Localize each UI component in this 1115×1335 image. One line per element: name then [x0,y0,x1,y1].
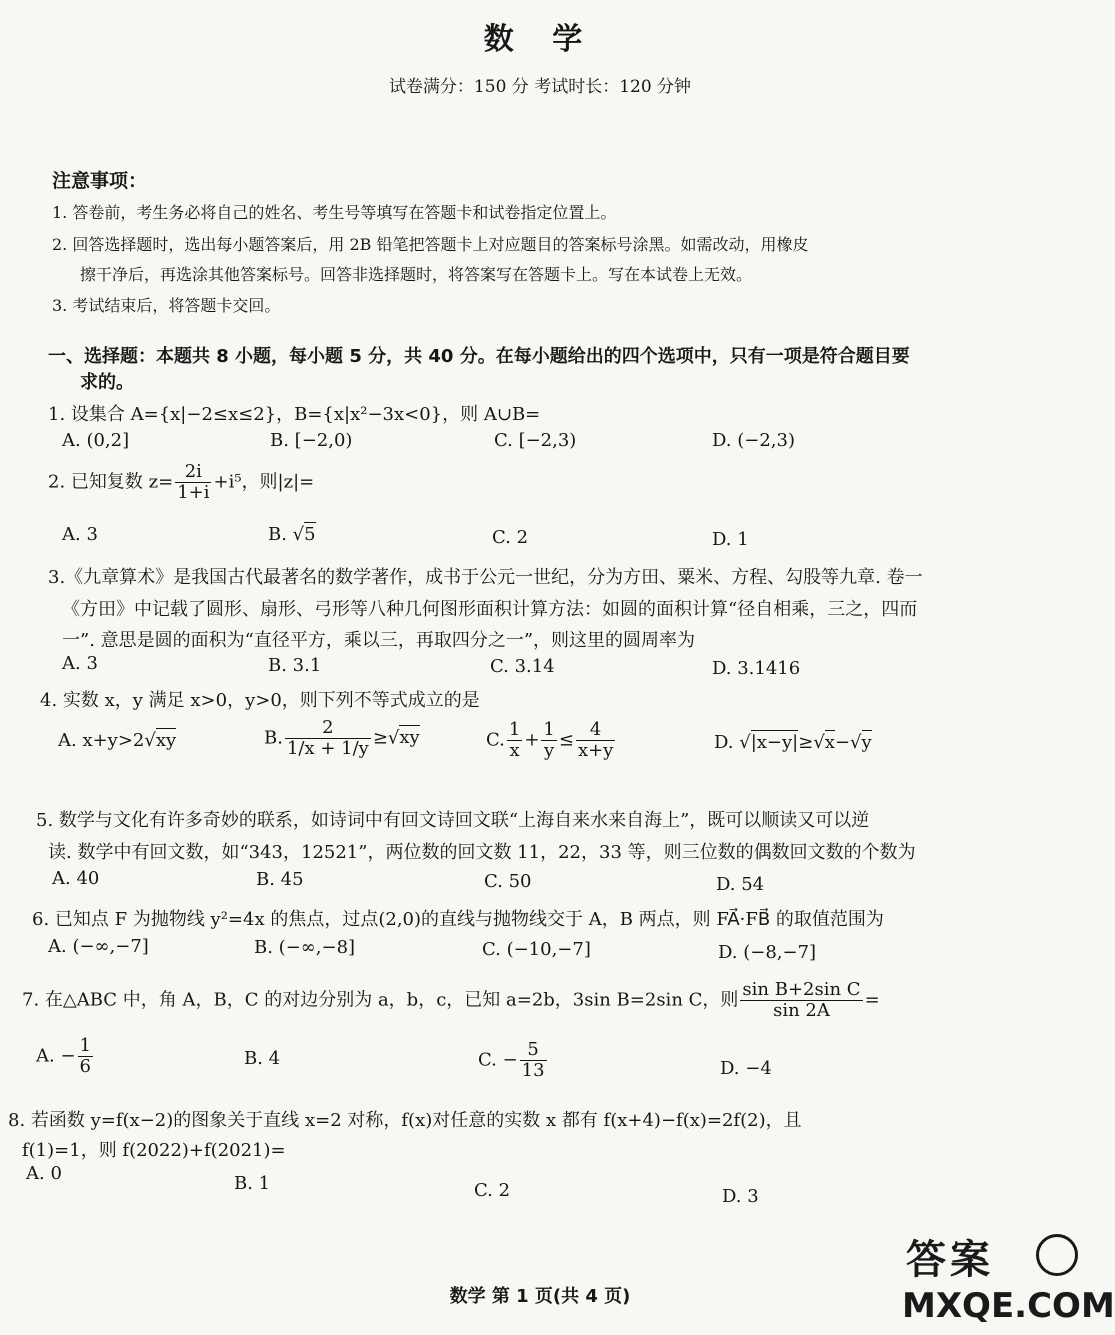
q7-frac-den: sin 2A [773,999,830,1021]
q6-option-b: B. (−∞,−8] [254,937,356,958]
q4-c-le: ≤ [558,729,574,751]
q6-option-c: C. (−10,−7] [482,939,591,960]
q7-stem-post: = [864,989,880,1011]
question-8-line-2: f(1)=1，则 f(2022)+f(2021)= [22,1140,286,1161]
q7-a-den: 6 [79,1055,91,1077]
q4-d-pre: D. √ [714,732,751,753]
q4-b-num: 2 [285,718,371,739]
q4-a-pre: A. x+y>2√ [58,730,156,751]
section-heading-cont: 求的。 [80,372,134,393]
q2-option-d: D. 1 [712,529,749,550]
notice-item-2-cont: 擦干净后，再选涂其他答案标号。回答非选择题时，将答案写在答题卡上。写在本试卷上无效。 [80,265,753,284]
page-title: 数 学 [483,22,597,57]
q3-option-c: C. 3.14 [490,656,555,677]
q2-option-b [268,524,316,545]
q5-option-a: A. 40 [52,868,100,889]
section-heading: 一、选择题：本题共 8 小题，每小题 5 分，共 40 分。在每小题给出的四个选项中，只有一项是符合题目要 [48,346,910,367]
q1-option-d: D. (−2,3) [712,430,795,451]
q4-option-b [264,718,420,759]
q7-frac-num: sin B+2sin C [742,979,861,1000]
q4-c-frac-3 [576,720,615,761]
question-7 [22,980,880,1021]
q8-option-d: D. 3 [722,1186,759,1207]
q4-c-den-3: x+y [577,739,614,761]
q3-option-b: B. 3.1 [268,655,322,676]
question-3-line-1: 3.《九章算术》是我国古代最著名的数学著作，成书于公元一世纪，分为方田、粟米、方程、勾股等九章. 卷一 [48,567,923,588]
question-1: 1. 设集合 A={x|−2≤x≤2}，B={x|x²−3x<0}，则 A∪B= [48,404,541,425]
q4-option-c [486,720,617,761]
q4-b-radicand: xy [399,727,420,749]
q2-b-radicand: 5 [304,524,316,545]
q4-b-fraction [285,718,371,759]
q2-frac-num: 2i [175,462,211,483]
notice-item-3: 3. 考试结束后，将答题卡交回。 [52,296,281,315]
q7-option-c [478,1040,549,1081]
watermark-top-text: 答案 [906,1237,994,1283]
q2-stem-post: +i⁵，则|z|= [213,471,315,493]
q4-b-den: 1/x + 1/y [286,737,369,759]
q5-option-b: B. 45 [256,869,304,890]
q5-option-d: D. 54 [716,874,765,895]
q4-c-pre: C. [486,729,505,751]
q4-a-radicand: xy [155,730,177,751]
q3-option-d: D. 3.1416 [712,658,801,679]
q4-option-d [714,732,872,753]
q7-option-b: B. 4 [244,1048,281,1069]
q4-b-post: ≥√ [372,727,400,749]
q1-option-b: B. [−2,0) [270,430,353,451]
q4-d-minus: −√ [834,732,862,753]
q7-c-num: 5 [520,1040,547,1061]
q7-a-num: 1 [79,1035,91,1056]
q4-b-pre: B. [264,727,283,749]
q4-c-frac-1 [507,720,522,761]
q4-c-num-2: 1 [543,719,555,740]
notice-item-2: 2. 回答选择题时，选出每小题答案后，用 2B 铅笔把答题卡上对应题目的答案标号涂黑。如需改动，用橡皮 [52,235,809,254]
q4-d-radicand: |x−y| [750,732,799,753]
q2-b-pre: B. √ [268,524,305,545]
q4-c-num-3: 4 [576,720,615,741]
question-3-line-3: 一”. 意思是圆的面积为“直径平方，乘以三，再取四分之一”，则这里的圆周率为 [62,630,696,651]
q4-d-radicand-2: x [824,732,835,753]
q2-option-c: C. 2 [492,527,529,548]
notice-item-1: 1. 答卷前，考生务必将自己的姓名、考生号等填写在答题卡和试卷指定位置上。 [52,203,617,222]
watermark-circle-icon [1036,1234,1078,1276]
q4-c-den-2: y [544,739,555,761]
watermark-logo [900,1226,1115,1330]
question-2 [48,462,314,503]
question-6: 6. 已知点 F 为抛物线 y²=4x 的焦点，过点(2,0)的直线与抛物线交于 A，B 两点，则 FA⃗·FB⃗ 的取值范围为 [32,909,884,930]
q8-option-a: A. 0 [26,1163,62,1184]
page-footer: 数学 第 1 页(共 4 页) [449,1286,631,1307]
q1-option-c: C. [−2,3) [494,430,577,451]
q3-option-a: A. 3 [62,653,98,674]
q7-stem-pre: 7. 在△ABC 中，角 A，B，C 的对边分别为 a，b，c，已知 a=2b，3sin B=2sin C，则 [22,989,739,1011]
q7-a-pre: A. − [36,1045,76,1067]
q1-option-a: A. (0,2] [62,430,130,451]
q2-fraction [175,462,211,503]
q7-a-fraction [78,1036,93,1077]
q6-option-d: D. (−8,−7] [718,942,817,963]
q4-d-mid: ≥√ [798,732,825,753]
q7-option-d: D. −4 [720,1058,772,1079]
q5-option-c: C. 50 [484,871,532,892]
q4-c-den-1: x [509,739,520,761]
question-4: 4. 实数 x，y 满足 x>0，y>0，则下列不等式成立的是 [40,690,480,711]
q7-c-den: 13 [521,1059,545,1081]
q2-stem-pre: 2. 已知复数 z= [48,471,174,493]
q4-c-plus: + [524,729,540,751]
q8-option-b: B. 1 [234,1173,271,1194]
q7-c-pre: C. − [478,1049,518,1071]
question-8-line-1: 8. 若函数 y=f(x−2)的图象关于直线 x=2 对称，f(x)对任意的实数 x 都有 f(x+4)−f(x)=2f(2)，且 [8,1110,802,1131]
q7-fraction [740,980,862,1021]
q4-option-a [58,730,176,751]
question-5-line-2: 读. 数学中有回文数，如“343，12521”，两位数的回文数 11，22，33 等，则三位数的偶数回文数的个数为 [48,842,916,863]
q2-option-a: A. 3 [62,524,98,545]
q7-option-a [36,1036,95,1077]
question-5-line-1: 5. 数学与文化有许多奇妙的联系，如诗词中有回文诗回文联“上海自来水来自海上”，既可以顺读又可以逆 [36,810,870,831]
q4-c-num-1: 1 [508,719,521,740]
q6-option-a: A. (−∞,−7] [48,936,149,957]
exam-meta: 试卷满分：150 分 考试时长：120 分钟 [388,77,692,97]
q7-c-fraction [520,1040,547,1081]
q8-option-c: C. 2 [474,1180,511,1201]
notice-heading: 注意事项： [52,170,148,192]
q4-d-radicand-3: y [861,732,872,753]
q4-c-frac-2 [541,720,556,761]
q2-frac-den: 1+i [177,481,210,503]
question-3-line-2: 《方田》中记载了圆形、扇形、弓形等八种几何图形面积计算方法：如圆的面积计算“径自相乘，三之，四而 [62,599,918,620]
watermark-bottom-text: MXQE.COM [902,1286,1115,1326]
